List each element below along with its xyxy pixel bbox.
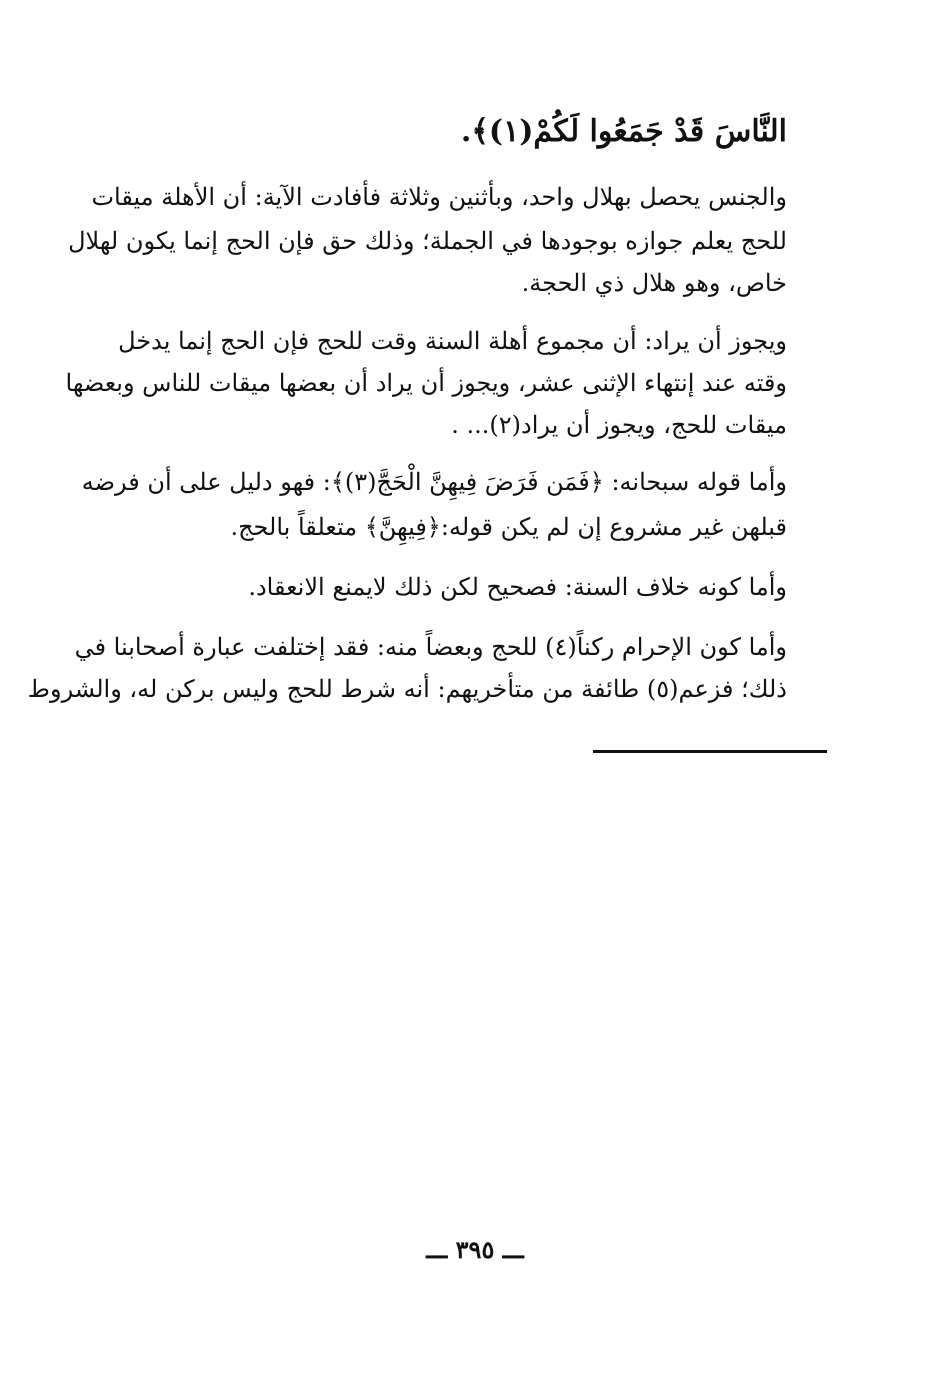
page-number: ـــ ٣٩٥ ـــ <box>426 1235 524 1264</box>
body-line: خاص، وهو هلال ذي الحجة. <box>521 269 787 297</box>
body-line: ذلك؛ فزعم(٥) طائفة من متأخريهم: أنه شرط للحج وليس بركن له، والشروط <box>27 675 787 703</box>
footnote-separator <box>593 750 827 753</box>
body-line: قبلهن غير مشروع إن لم يكن قوله:﴿فِيهِنَّ﴾ متعلقاً بالحج. <box>230 513 787 541</box>
body-line: ويجوز أن يراد: أن مجموع أهلة السنة وقت للحج فإن الحج إنما يدخل <box>118 327 787 355</box>
body-line: وأما كون الإحرام ركناً(٤) للحج وبعضاً منه: فقد إختلفت عبارة أصحابنا في <box>74 633 787 661</box>
body-line: ميقات للحج، ويجوز أن يراد(٢)... . <box>451 411 787 439</box>
quran-verse-heading: النَّاسَ قَدْ جَمَعُوا لَكُمْ(١)﴾. <box>460 114 787 149</box>
body-line: وقته عند إنتهاء الإثنى عشر، ويجوز أن يراد أن بعضها ميقات للناس وبعضها <box>65 369 787 397</box>
body-line: وأما كونه خلاف السنة: فصحيح لكن ذلك لايمنع الانعقاد. <box>248 573 787 601</box>
body-line: وأما قوله سبحانه: ﴿فَمَن فَرَضَ فِيهِنَّ الْحَجَّ(٣)﴾: فهو دليل على أن فرضه <box>81 468 787 496</box>
body-line: والجنس يحصل بهلال واحد، وبأثنين وثلاثة فأفادت الآية: أن الأهلة ميقات <box>91 183 787 211</box>
body-line: للحج يعلم جوازه بوجودها في الجملة؛ وذلك حق فإن الحج إنما يكون لهلال <box>68 227 787 255</box>
